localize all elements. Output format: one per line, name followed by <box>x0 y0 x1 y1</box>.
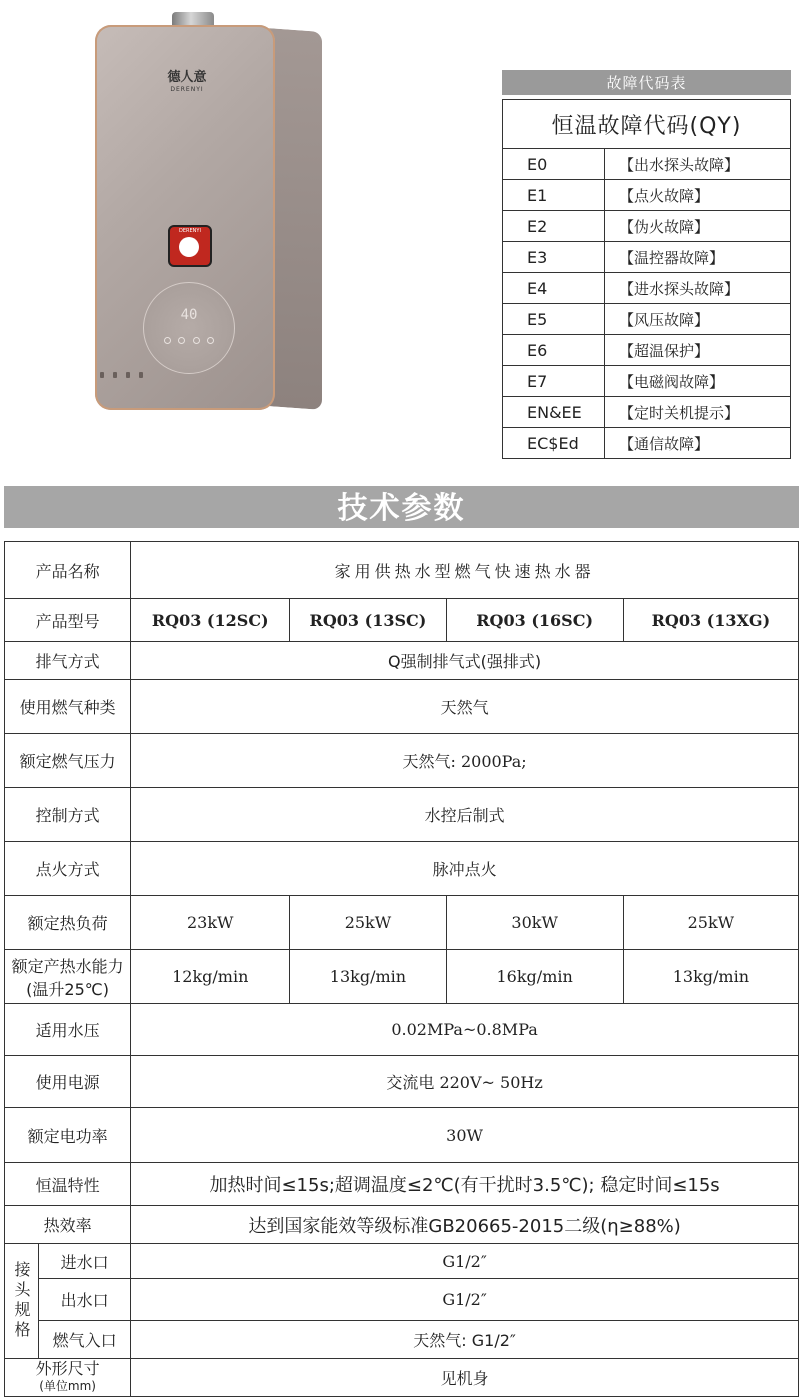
spec-value: 16kg/min <box>446 950 623 1004</box>
spec-label: 燃气入口 <box>39 1321 131 1359</box>
fault-row <box>503 335 791 366</box>
dial-button-icon <box>164 337 171 344</box>
spec-value: 见机身 <box>131 1359 799 1397</box>
spec-value: 13kg/min <box>623 950 798 1004</box>
fault-code: EN&EE <box>503 397 605 428</box>
spec-label: 额定燃气压力 <box>5 734 131 788</box>
fault-desc: 【点火故障】 <box>605 180 791 211</box>
product-image <box>0 0 360 420</box>
spec-row-model <box>5 599 799 642</box>
panel-indicator-icons <box>100 372 143 378</box>
temperature-display: 40 <box>180 307 198 323</box>
fault-row <box>503 211 791 242</box>
spec-label: 出水口 <box>39 1279 131 1321</box>
tech-params-header: 技术参数 <box>4 486 799 528</box>
spec-row-thermostat <box>5 1163 799 1206</box>
spec-label: 额定产热水能力(温升25℃) <box>5 950 131 1004</box>
brand-logo-text: 德人意 <box>167 70 207 85</box>
spec-value: 13kg/min <box>290 950 446 1004</box>
dial-buttons <box>164 337 214 344</box>
fault-desc: 【温控器故障】 <box>605 242 791 273</box>
spec-row-gas-pressure <box>5 734 799 788</box>
spec-label: 进水口 <box>39 1244 131 1279</box>
spec-row-control <box>5 788 799 842</box>
fault-code-table <box>502 99 791 459</box>
fault-code-header: 故障代码表 <box>502 70 791 95</box>
spec-row-product-name <box>5 542 799 599</box>
size-label: 外形尺寸 <box>35 1359 100 1378</box>
fault-row <box>503 397 791 428</box>
spec-row-hot-water <box>5 950 799 1004</box>
spec-value: G1/2″ <box>131 1279 799 1321</box>
model-cell: RQ03 (13SC) <box>290 599 446 642</box>
spec-row-gas-inlet <box>5 1321 799 1359</box>
fault-desc: 【通信故障】 <box>605 428 791 459</box>
fault-code: E3 <box>503 242 605 273</box>
fault-desc: 【超温保护】 <box>605 335 791 366</box>
dial-button-icon <box>178 337 185 344</box>
spec-label: 使用电源 <box>5 1056 131 1108</box>
fault-desc: 【进水探头故障】 <box>605 273 791 304</box>
model-cell: RQ03 (16SC) <box>446 599 623 642</box>
spec-row-rated-power <box>5 1108 799 1163</box>
badge-label: DERENYI <box>179 228 201 234</box>
spec-value: 30W <box>131 1108 799 1163</box>
spec-value: G1/2″ <box>131 1244 799 1279</box>
spec-label: 排气方式 <box>5 642 131 680</box>
spec-label: 产品名称 <box>5 542 131 599</box>
heater-side-panel <box>268 28 322 410</box>
spec-value: Q强制排气式(强排式) <box>131 642 799 680</box>
fault-code: EC$Ed <box>503 428 605 459</box>
spec-row-power-supply <box>5 1056 799 1108</box>
fault-code: E1 <box>503 180 605 211</box>
spec-value: 0.02MPa~0.8MPa <box>131 1004 799 1056</box>
spec-row-exhaust <box>5 642 799 680</box>
fault-code: E4 <box>503 273 605 304</box>
spec-row-ignition <box>5 842 799 896</box>
spec-value: 30kW <box>446 896 623 950</box>
connector-label: 接头规格 <box>5 1244 39 1359</box>
spec-row-heat-load <box>5 896 799 950</box>
spec-label: 控制方式 <box>5 788 131 842</box>
spec-row-gas-type <box>5 680 799 734</box>
spec-label: 额定热负荷 <box>5 896 131 950</box>
fault-row <box>503 428 791 459</box>
fault-code: E2 <box>503 211 605 242</box>
control-dial <box>143 282 235 374</box>
spec-label: 点火方式 <box>5 842 131 896</box>
spec-label: 产品型号 <box>5 599 131 642</box>
fault-row <box>503 242 791 273</box>
fault-row <box>503 180 791 211</box>
fault-desc: 【电磁阀故障】 <box>605 366 791 397</box>
model-cell: RQ03 (13XG) <box>623 599 798 642</box>
spec-value: 脉冲点火 <box>131 842 799 896</box>
spec-value: 23kW <box>131 896 290 950</box>
fault-row <box>503 273 791 304</box>
fault-code: E6 <box>503 335 605 366</box>
spec-value: 加热时间≤15s;超调温度≤2℃(有干扰时3.5℃); 稳定时间≤15s <box>131 1163 799 1206</box>
spec-label: 使用燃气种类 <box>5 680 131 734</box>
fault-code-title: 恒温故障代码(QY) <box>503 100 791 149</box>
brand-logo <box>165 70 209 98</box>
spec-value: 25kW <box>623 896 798 950</box>
fault-code: E5 <box>503 304 605 335</box>
fault-desc: 【风压故障】 <box>605 304 791 335</box>
spec-value: 25kW <box>290 896 446 950</box>
dial-button-icon <box>193 337 200 344</box>
spec-row-efficiency <box>5 1206 799 1244</box>
size-unit: (单位mm) <box>39 1379 96 1393</box>
fault-row <box>503 149 791 180</box>
safety-badge-icon <box>168 225 212 267</box>
fault-code: E0 <box>503 149 605 180</box>
spec-label: 恒温特性 <box>5 1163 131 1206</box>
spec-row-outlet <box>5 1279 799 1321</box>
spec-value: 家用供热水型燃气快速热水器 <box>131 542 799 599</box>
spec-value: 交流电 220V~ 50Hz <box>131 1056 799 1108</box>
spec-label: 额定电功率 <box>5 1108 131 1163</box>
spec-value: 天然气: 2000Pa; <box>131 734 799 788</box>
dial-button-icon <box>207 337 214 344</box>
spec-row-inlet <box>5 1244 799 1279</box>
spec-label: 适用水压 <box>5 1004 131 1056</box>
fault-desc: 【伪火故障】 <box>605 211 791 242</box>
fault-row <box>503 304 791 335</box>
spec-row-water-pressure <box>5 1004 799 1056</box>
spec-table <box>4 541 799 1397</box>
spec-value: 天然气: G1/2″ <box>131 1321 799 1359</box>
fault-desc: 【定时关机提示】 <box>605 397 791 428</box>
fault-row <box>503 366 791 397</box>
spec-value: 水控后制式 <box>131 788 799 842</box>
spec-value: 12kg/min <box>131 950 290 1004</box>
model-cell: RQ03 (12SC) <box>131 599 290 642</box>
spec-label <box>5 1359 131 1397</box>
spec-value: 天然气 <box>131 680 799 734</box>
spec-label: 热效率 <box>5 1206 131 1244</box>
spec-value: 达到国家能效等级标准GB20665-2015二级(η≥88%) <box>131 1206 799 1244</box>
spec-row-size <box>5 1359 799 1397</box>
brand-logo-subtext: DERENYI <box>170 86 204 93</box>
fault-code: E7 <box>503 366 605 397</box>
fault-desc: 【出水探头故障】 <box>605 149 791 180</box>
